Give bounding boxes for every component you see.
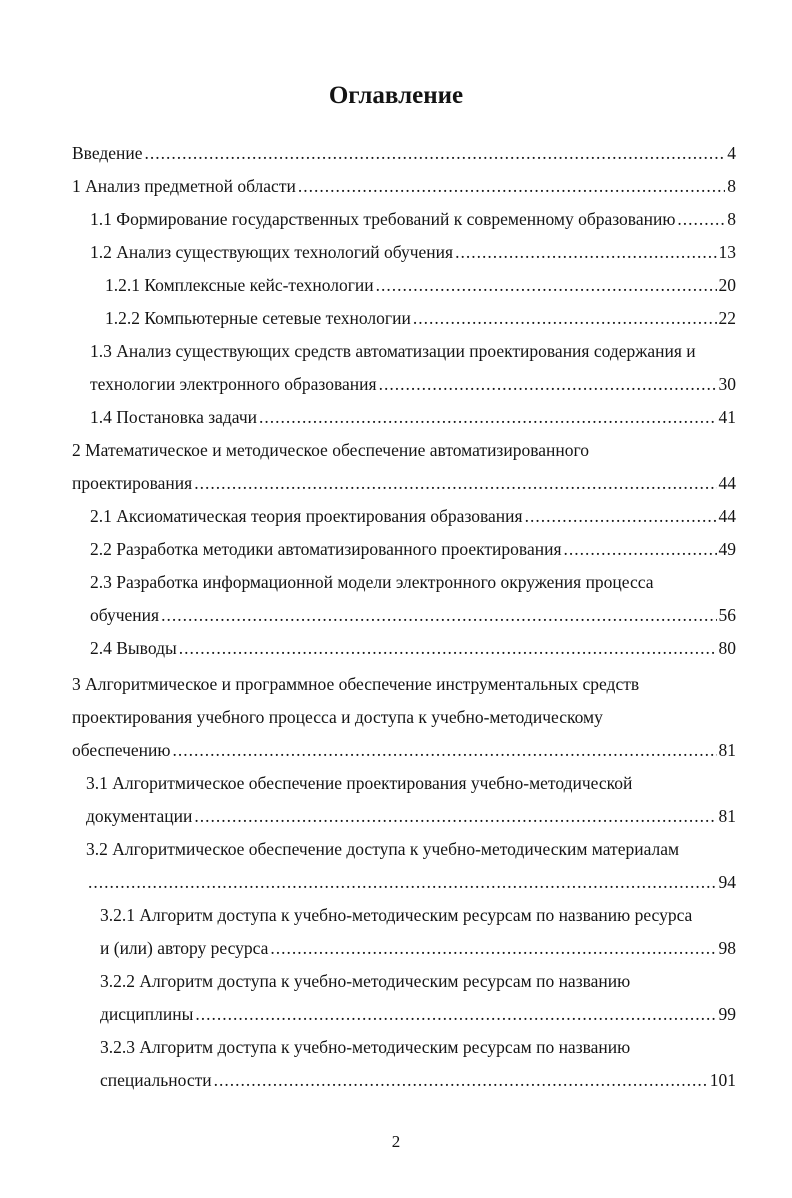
toc-entry-3-1[interactable] <box>86 804 736 828</box>
toc-entry-chapter-3-line1[interactable]: 3 Алгоритмическое и программное обеспечение инструментальных средств <box>72 674 640 694</box>
toc-leader-dots <box>413 306 717 330</box>
toc-leader-dots <box>195 1002 716 1026</box>
toc-entry-1-3-line1[interactable]: 1.3 Анализ существующих средств автоматизации проектирования содержания и <box>90 341 696 361</box>
toc-page-number: 49 <box>718 539 736 559</box>
toc-entry-text: Введение <box>72 143 143 163</box>
toc-page-number: 30 <box>718 374 736 394</box>
toc-page-number: 8 <box>727 176 736 196</box>
toc-entry-3-2-2-line1[interactable]: 3.2.2 Алгоритм доступа к учебно-методическим ресурсам по названию <box>100 971 631 991</box>
toc-entry-text: 1.2 Анализ существующих технологий обучения <box>90 242 454 262</box>
toc-leader-dots <box>298 174 725 198</box>
toc-page-number: 94 <box>718 872 736 892</box>
toc-entry-1-1[interactable] <box>90 207 736 231</box>
page-title: Оглавление <box>328 82 464 109</box>
toc-entry-1-2-2[interactable] <box>105 306 736 330</box>
toc-entry-text: 1.2.1 Комплексные кейс-технологии <box>105 275 374 295</box>
toc-page-number: 81 <box>718 806 736 826</box>
toc-leader-dots <box>564 537 717 561</box>
toc-leader-dots <box>214 1068 708 1092</box>
toc-leader-dots <box>376 273 717 297</box>
toc-entry-1-2-1[interactable] <box>105 273 736 297</box>
toc-entry-text: специальности <box>100 1070 212 1090</box>
toc-entry-chapter-2-line1[interactable]: 2 Математическое и методическое обеспечение автоматизированного <box>72 440 589 460</box>
toc-page-number: 98 <box>718 938 736 958</box>
toc-entry-text: 2.1 Аксиоматическая теория проектирования образования <box>90 506 523 526</box>
toc-entry-chapter-1[interactable] <box>72 174 736 198</box>
toc-leader-dots <box>525 504 717 528</box>
toc-leader-dots <box>145 141 726 165</box>
toc-entry-chapter-3[interactable] <box>72 738 736 762</box>
toc-leader-dots <box>194 804 716 828</box>
toc-page-number: 99 <box>718 1004 736 1024</box>
toc-entry-text: технологии электронного образования <box>90 374 377 394</box>
toc-entry-1-4[interactable] <box>90 405 736 429</box>
toc-entry-text: 1 Анализ предметной области <box>72 176 296 196</box>
toc-page-number: 56 <box>718 605 736 625</box>
toc-entry-3-2-1[interactable] <box>100 936 736 960</box>
toc-entry-chapter-2[interactable] <box>72 471 736 495</box>
toc-entry-2-3[interactable] <box>90 603 736 627</box>
toc-entry-1-3[interactable] <box>90 372 736 396</box>
toc-entry-text: документации <box>86 806 193 826</box>
toc-leader-dots <box>88 870 717 894</box>
toc-entry-3-2-3-line1[interactable]: 3.2.3 Алгоритм доступа к учебно-методическим ресурсам по названию <box>100 1037 631 1057</box>
toc-leader-dots <box>172 738 716 762</box>
toc-page-number: 22 <box>718 308 736 328</box>
toc-entry-3-2-1-line1[interactable]: 3.2.1 Алгоритм доступа к учебно-методическим ресурсам по названию ресурса <box>100 905 693 925</box>
toc-page-number: 80 <box>718 638 736 658</box>
toc-entry-3-1-line1[interactable]: 3.1 Алгоритмическое обеспечение проектирования учебно-методической <box>86 773 633 793</box>
toc-page-number: 44 <box>718 473 736 493</box>
toc-entry-text: 1.4 Постановка задачи <box>90 407 258 427</box>
toc-leader-dots <box>161 603 716 627</box>
toc-entry-text: 2.4 Выводы <box>90 638 177 658</box>
toc-leader-dots <box>677 207 725 231</box>
toc-entry-intro[interactable] <box>72 141 736 165</box>
toc-leader-dots <box>270 936 716 960</box>
toc-entry-2-2[interactable] <box>90 537 736 561</box>
toc-entry-text: обучения <box>90 605 160 625</box>
toc-page-number: 81 <box>718 740 736 760</box>
toc-leader-dots <box>179 636 717 660</box>
toc-page-number: 20 <box>718 275 736 295</box>
toc-page-number: 101 <box>709 1070 736 1090</box>
toc-entry-text: 2.2 Разработка методики автоматизированного проектирования <box>90 539 562 559</box>
toc-entry-3-2-2[interactable] <box>100 1002 736 1026</box>
toc-entry-2-4[interactable] <box>90 636 736 660</box>
toc-page-number: 8 <box>727 209 736 229</box>
toc-entry-1-2[interactable] <box>90 240 736 264</box>
toc-leader-dots <box>379 372 717 396</box>
toc-entry-2-3-line1[interactable]: 2.3 Разработка информационной модели электронного окружения процесса <box>90 572 654 592</box>
toc-page-number: 44 <box>718 506 736 526</box>
toc-entry-text: проектирования <box>72 473 193 493</box>
toc-entry-3-2-3[interactable] <box>100 1068 736 1092</box>
toc-entry-text: и (или) автору ресурса <box>100 938 269 958</box>
toc-page-number: 41 <box>718 407 736 427</box>
toc-leader-dots <box>455 240 716 264</box>
toc-leader-dots <box>259 405 716 429</box>
toc-entry-chapter-3-line2[interactable]: проектирования учебного процесса и доступа к учебно-методическому <box>72 707 603 727</box>
toc-entry-3-2-line1[interactable]: 3.2 Алгоритмическое обеспечение доступа к учебно-методическим материалам <box>86 839 680 859</box>
toc-entry-3-2[interactable] <box>86 870 736 894</box>
toc-entry-text: обеспечению <box>72 740 171 760</box>
page-number: 2 <box>391 1132 401 1151</box>
toc-entry-text: 1.2.2 Компьютерные сетевые технологии <box>105 308 411 328</box>
toc-page-number: 4 <box>727 143 736 163</box>
toc-entry-text: дисциплины <box>100 1004 194 1024</box>
toc-page-number: 13 <box>718 242 736 262</box>
toc-entry-text: 1.1 Формирование государственных требований к современному образованию <box>90 209 676 229</box>
toc-entry-2-1[interactable] <box>90 504 736 528</box>
toc-leader-dots <box>194 471 716 495</box>
